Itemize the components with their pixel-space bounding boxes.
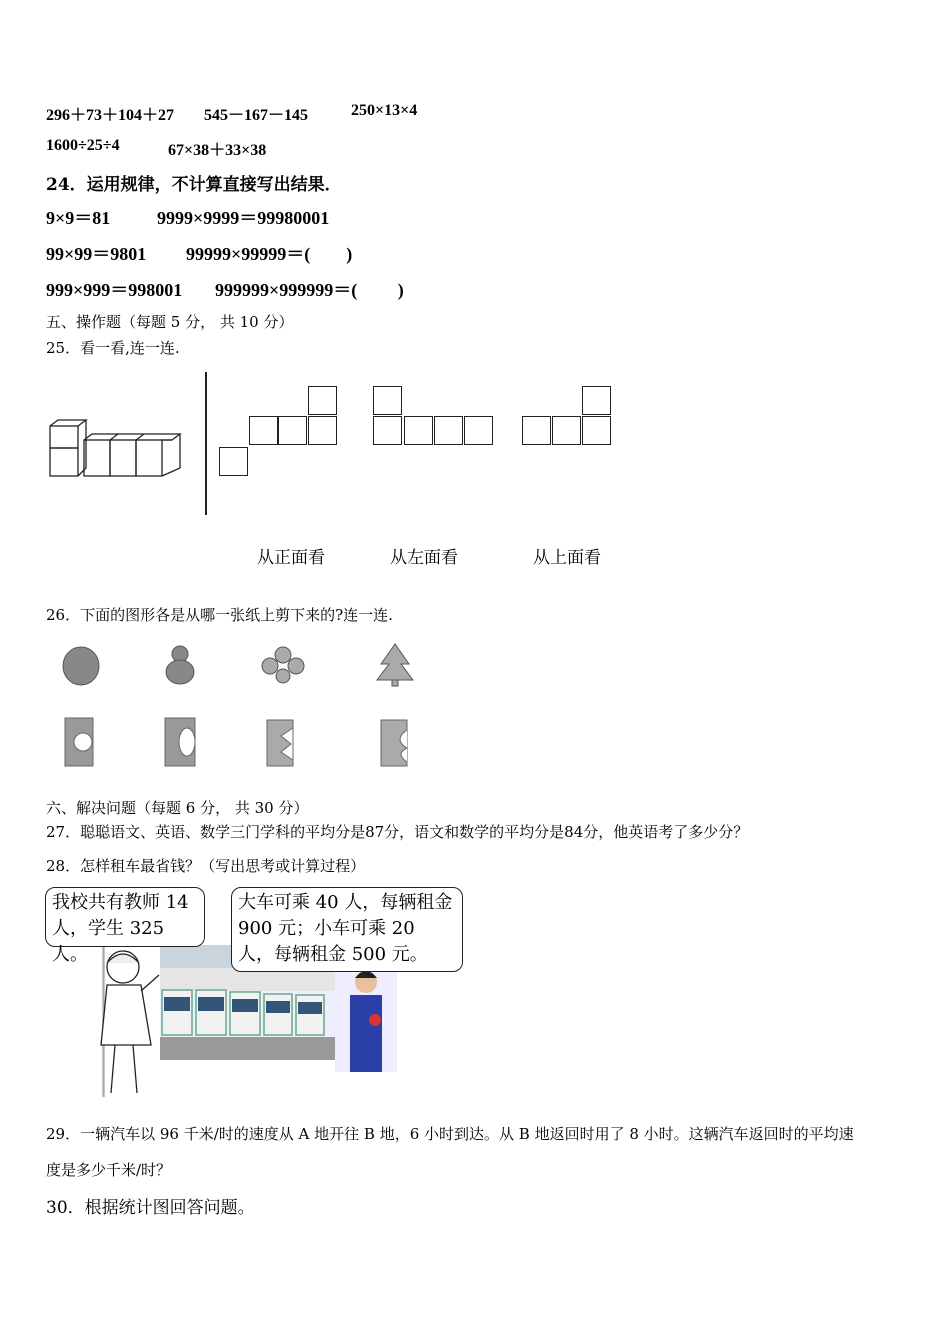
- calc-expr: 250×13×4: [351, 102, 418, 119]
- q28-title: 28．怎样租车最省钱？（写出思考或计算过程）: [46, 857, 366, 875]
- divider-line: [205, 372, 207, 515]
- section-5-heading: 五、操作题（每题 5 分， 共 10 分）: [46, 313, 294, 331]
- bubble-right-text: 大车可乘 40 人，每辆租金900 元；小车可乘 20 人，每辆租金 500 元。: [238, 892, 453, 965]
- calc-expr: 545－167－145: [204, 107, 309, 124]
- q24-title: 24．运用规律，不计算直接写出结果．: [46, 175, 342, 195]
- pattern-line: 9×9＝81: [46, 208, 111, 228]
- label-top-view: 从上面看: [533, 548, 601, 568]
- q25-title: 25．看一看,连一连.: [46, 339, 180, 357]
- apple-shape: [63, 647, 99, 685]
- flower-shape: [262, 647, 304, 683]
- calc-expr: 1600÷25÷4: [46, 137, 120, 154]
- q27-text: 27．聪聪语文、英语、数学三门学科的平均分是87分，语文和数学的平均分是84分，他英语考了多少分？: [46, 823, 749, 841]
- pattern-line: 9999×9999＝99980001: [157, 208, 330, 228]
- paper-with-flower-hole: [267, 720, 293, 766]
- q30-title: 30．根据统计图回答问题。: [46, 1198, 255, 1218]
- woman-photo: [335, 960, 397, 1072]
- section-6-heading: 六、解决问题（每题 6 分， 共 30 分）: [46, 799, 309, 817]
- bubble-left-text: 我校共有教师 14人，学生 325 人。: [52, 892, 189, 965]
- q26-title: 26．下面的图形各是从哪一张纸上剪下来的?连一连.: [46, 606, 393, 624]
- paper-with-tree-hole: [381, 720, 407, 766]
- calc-expr: 67×38＋33×38: [168, 142, 267, 159]
- speech-bubble-right: [231, 887, 463, 972]
- paper-with-apple-hole: [65, 718, 93, 766]
- label-front-view: 从正面看: [257, 548, 325, 568]
- pattern-line: 99999×99999＝( ): [186, 244, 353, 264]
- gourd-shape: [166, 646, 194, 684]
- q29-text-line2: 度是多少千米/时？: [46, 1161, 172, 1179]
- q29-text-line1: 29．一辆汽车以 96 千米/时的速度从 A 地开往 B 地，6 小时到达。从 B 地返回时用了 8 小时。这辆汽车返回时的平均速: [46, 1125, 854, 1143]
- teacher-cartoon: [85, 945, 165, 1097]
- tree-shape: [377, 644, 413, 686]
- pattern-line: 99×99＝9801: [46, 244, 147, 264]
- cube-figure: [48, 418, 188, 480]
- paper-with-gourd-hole: [165, 718, 195, 766]
- label-left-view: 从左面看: [390, 548, 458, 568]
- calc-expr: 296＋73＋104＋27: [46, 107, 175, 124]
- pattern-line: 999999×999999＝( ): [215, 280, 404, 300]
- cutout-shapes: [55, 640, 435, 775]
- speech-bubble-left: [45, 887, 205, 965]
- pattern-line: 999×999＝998001: [46, 280, 183, 300]
